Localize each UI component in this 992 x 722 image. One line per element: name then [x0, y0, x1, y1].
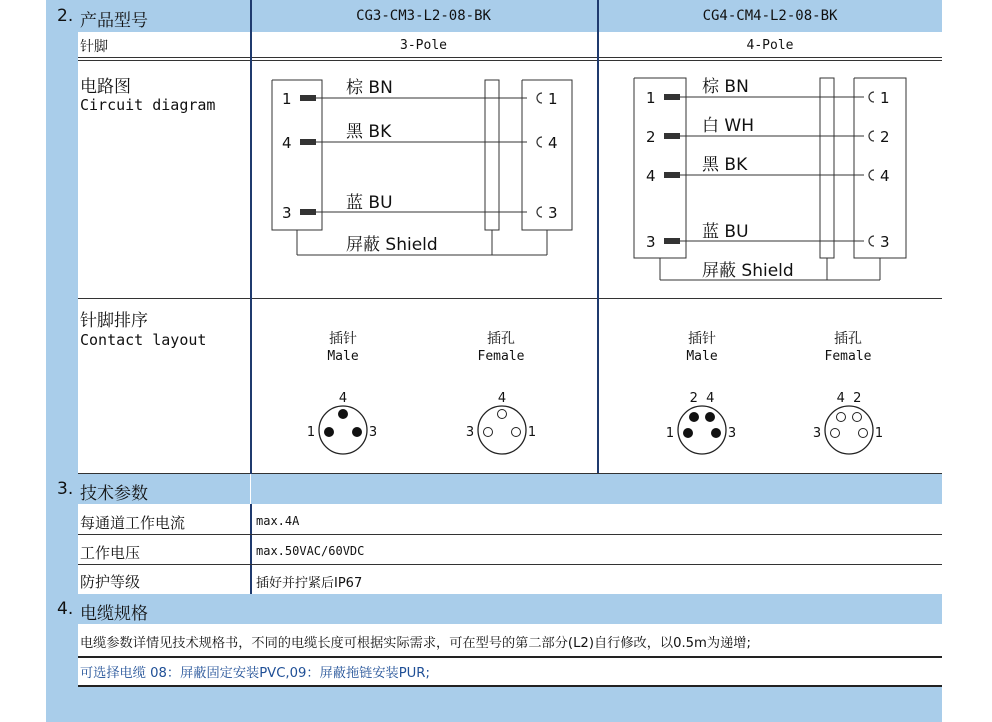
- a-female-en: Female: [477, 349, 525, 364]
- section-4-number: 4.: [57, 599, 74, 619]
- a-female-right: 1: [527, 425, 537, 440]
- param-value-current: max.4A: [256, 514, 300, 528]
- circuit-a-pin-4: 4: [282, 134, 292, 152]
- a-male-en: Male: [327, 349, 359, 364]
- circuit-b-pin-1: 1: [646, 89, 656, 107]
- a-female-left: 3: [465, 425, 475, 440]
- circuit-b-wire-bn: 棕 BN: [702, 77, 749, 97]
- model-b: CG4-CM4-L2-08-BK: [702, 8, 838, 24]
- b-female-top: 4 2: [836, 391, 862, 406]
- circuit-b-pin-3: 3: [646, 233, 656, 251]
- rule-param-2: [78, 564, 942, 565]
- section-3-header: [46, 474, 942, 504]
- circuit-diagram-b: [624, 70, 924, 285]
- param-value-voltage: max.50VAC/60VDC: [256, 544, 365, 558]
- section-3-number: 3.: [57, 479, 74, 499]
- circuit-b-wire-bu: 蓝 BU: [702, 222, 749, 242]
- rule-cable-2: [78, 685, 942, 687]
- b-male-right: 3: [727, 426, 737, 441]
- rule-circuit-row: [78, 298, 942, 299]
- a-male-left: 1: [306, 425, 316, 440]
- a-male-top: 4: [338, 391, 348, 406]
- circuit-b-wire-wh: 白 WH: [702, 116, 754, 136]
- a-female-top: 4: [497, 391, 507, 406]
- circuit-a-pin-3-right: 3: [548, 204, 558, 222]
- param-value-protection: 插好并拧紧后IP67: [256, 576, 363, 591]
- circuit-a-pin-4-right: 4: [548, 134, 558, 152]
- rule-param-1: [78, 534, 942, 535]
- divider-model-col: [597, 0, 599, 473]
- b-male-top: 2 4: [689, 391, 715, 406]
- section-2-number: 2.: [57, 6, 74, 26]
- b-female-connector: [806, 386, 892, 458]
- circuit-a-pin-1: 1: [282, 90, 292, 108]
- rule-pin-row-2: [78, 60, 942, 61]
- layout-label-en: Contact layout: [80, 331, 207, 349]
- circuit-label-en: Circuit diagram: [80, 96, 216, 114]
- circuit-b-wire-bk: 黑 BK: [702, 155, 748, 175]
- circuit-label-zh: 电路图: [80, 77, 131, 97]
- param-label-voltage: 工作电压: [80, 544, 141, 562]
- circuit-b-shield: 屏蔽 Shield: [702, 261, 794, 281]
- section-3-title: 技术参数: [80, 484, 148, 504]
- circuit-b-pin-4: 4: [646, 167, 656, 185]
- section-2-header: [46, 0, 250, 32]
- rule-pin-row: [78, 57, 942, 58]
- a-male-zh: 插针: [329, 331, 357, 347]
- divider-label-col: [250, 0, 252, 594]
- cable-spec-line-2: 可选择电缆 08：屏蔽固定安装PVC,09：屏蔽拖链安装PUR;: [80, 666, 430, 681]
- section-4-header: [46, 594, 942, 624]
- b-male-en: Male: [686, 349, 718, 364]
- a-female-zh: 插孔: [487, 331, 515, 347]
- pole-a: 3-Pole: [400, 38, 447, 53]
- circuit-b-pin-2-right: 2: [880, 128, 890, 146]
- circuit-a-pin-1-right: 1: [548, 90, 558, 108]
- a-male-connector: [300, 386, 386, 458]
- circuit-diagram-a: [262, 70, 592, 260]
- section-2-title: 产品型号: [80, 11, 148, 31]
- bottom-band: [46, 686, 942, 722]
- b-female-right: 1: [874, 426, 884, 441]
- pole-b: 4-Pole: [746, 38, 794, 53]
- cable-spec-line-1: 电缆参数详情见技术规格书，不同的电缆长度可根据实际需求，可在型号的第二部分(L2)自行修改，以0.5m为递增;: [80, 636, 751, 651]
- circuit-a-pin-3: 3: [282, 204, 292, 222]
- circuit-b-pin-1-right: 1: [880, 89, 890, 107]
- b-female-zh: 插孔: [834, 331, 862, 347]
- circuit-b-pin-2: 2: [646, 128, 656, 146]
- circuit-b-pin-4-right: 4: [880, 167, 890, 185]
- circuit-a-shield: 屏蔽 Shield: [346, 235, 438, 255]
- a-female-connector: [459, 386, 545, 458]
- b-male-left: 1: [665, 426, 675, 441]
- b-female-left: 3: [812, 426, 822, 441]
- pin-label: 针脚: [80, 39, 108, 55]
- b-female-en: Female: [824, 349, 872, 364]
- rule-cable-1: [78, 656, 942, 658]
- circuit-a-wire-bk: 黑 BK: [346, 122, 392, 142]
- circuit-a-wire-bu: 蓝 BU: [346, 193, 393, 213]
- model-a: CG3-CM3-L2-08-BK: [356, 8, 491, 24]
- param-label-current: 每通道工作电流: [80, 514, 186, 532]
- circuit-a-wire-bn: 棕 BN: [346, 78, 393, 98]
- section-3-header-divider: [250, 474, 251, 504]
- param-label-protection: 防护等级: [80, 573, 141, 591]
- section-4-title: 电缆规格: [80, 604, 148, 624]
- layout-label-zh: 针脚排序: [80, 311, 148, 331]
- b-male-zh: 插针: [688, 331, 716, 347]
- a-male-right: 3: [368, 425, 378, 440]
- circuit-b-pin-3-right: 3: [880, 233, 890, 251]
- b-male-connector: [659, 386, 745, 458]
